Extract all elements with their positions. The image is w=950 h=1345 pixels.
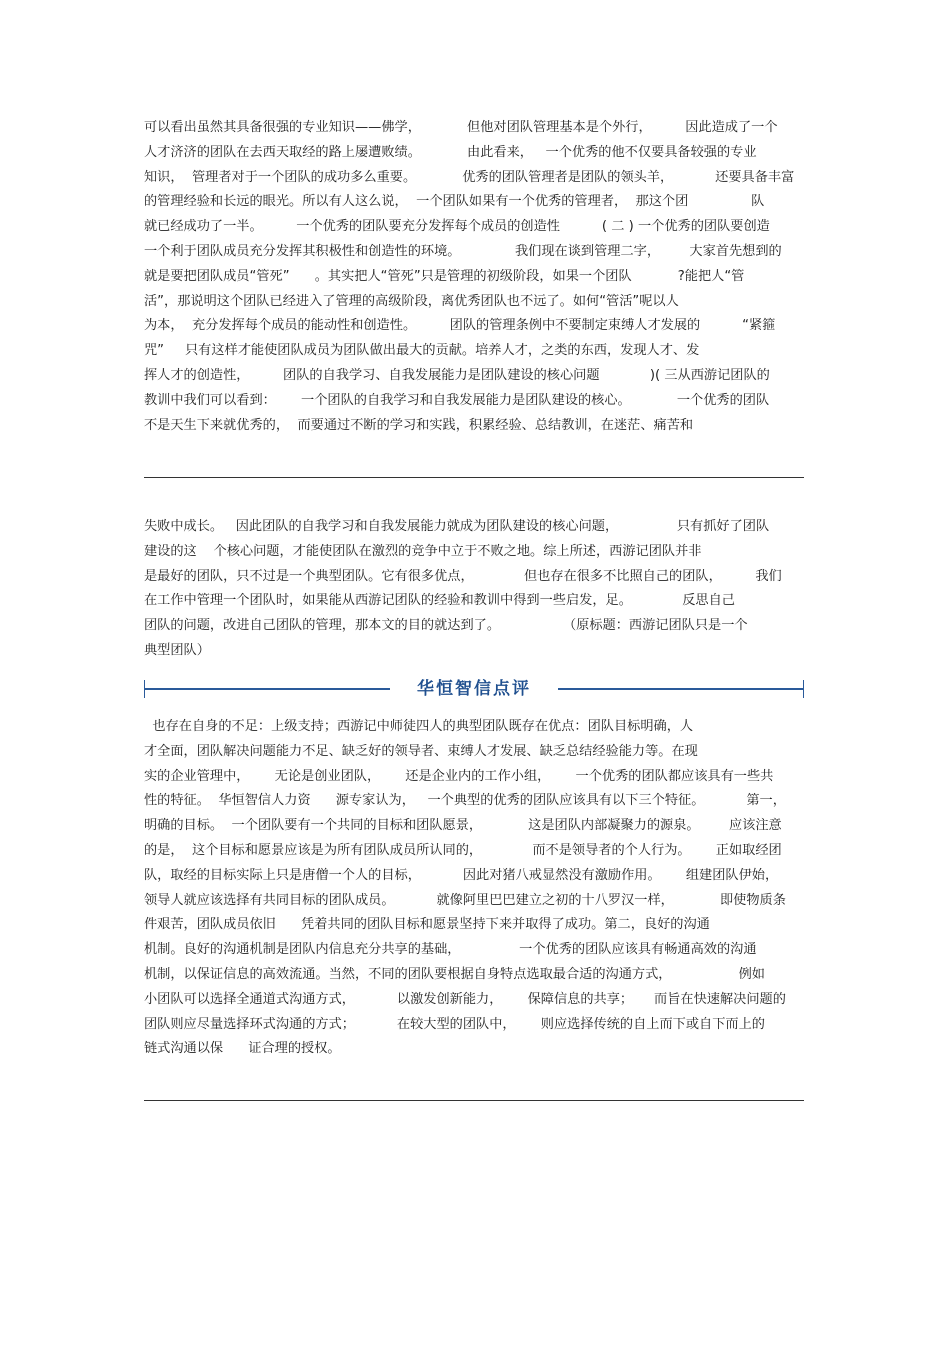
text-line: 典型团队） <box>144 643 210 658</box>
text-line: 实的企业管理中， 无论是创业团队， 还是企业内的工作小组， 一个优秀的团队都应该具有一些共 <box>144 768 774 784</box>
text-line: 活”，那说明这个团队已经进入了管理的高级阶段，离优秀团队也不远了。如何“管活”呢以人 <box>144 293 679 309</box>
text-line: 队，取经的目标实际上只是唐僧一个人的目标， 因此对猪八戒显然没有激励作用。 组建团队伊始， <box>144 867 779 883</box>
text-line: 教训中我们可以看到： 一个团队的自我学习和自我发展能力是团队建设的核心。 一个优秀的团队 <box>144 392 770 408</box>
text-line: 一个利于团队成员充分发挥其积极性和创造性的环境。 我们现在谈到管理二字， 大家首先想到的 <box>144 244 782 259</box>
text-line: 挥人才的创造性， 团队的自我学习、自我发展能力是团队建设的核心问题 )( 三从西游记团队的 <box>144 368 770 383</box>
text-line: 链式沟通以保 证合理的授权。 <box>144 1041 341 1057</box>
text-line: 机制，以保证信息的高效流通。当然，不同的团队要根据自身特点选取最合适的沟通方式， 例如 <box>144 967 765 982</box>
text-line: 知识， 管理者对于一个团队的成功多么重要。 优秀的团队管理者是团队的领头羊， 还要具备丰富 <box>144 169 795 185</box>
text-line: 团队则应尽量选择环式沟通的方式； 在较大型的团队中， 则应选择传统的自上而下或自下而上的 <box>144 1016 765 1032</box>
text-line: 也存在自身的不足：上级支持；西游记中师徒四人的典型团队既存在优点：团队目标明确，人 <box>144 719 694 734</box>
text-line: 人才济济的团队在去西天取经的路上屡遭败绩。 由此看来， 一个优秀的他不仅要具备较强的专业 <box>144 144 757 160</box>
text-line: 就已经成功了一半。 一个优秀的团队要充分发挥每个成员的创造性 ( 二 ) 一个优秀的团队要创造 <box>144 219 770 235</box>
text-line: 领导人就应该选择有共同目标的团队成员。 就像阿里巴巴建立之初的十八罗汉一样， 即使物质条 <box>144 892 786 908</box>
text-line: 机制。良好的沟通机制是团队内信息充分共享的基础， 一个优秀的团队应该具有畅通高效的沟通 <box>144 942 757 958</box>
text-line: 明确的目标。 一个团队要有一个共同的目标和团队愿景， 这是团队内部凝聚力的源泉。 应该注意 <box>144 818 782 834</box>
banner-title: 华恒智信点评 <box>417 679 531 699</box>
text-line: 失败中成长。 因此团队的自我学习和自我发展能力就成为团队建设的核心问题， 只有抓好了团队 <box>144 519 770 534</box>
text-line: 才全面，团队解决问题能力不足、缺乏好的领导者、束缚人才发展、缺乏总结经验能力等。在现 <box>144 743 698 759</box>
text-line: 在工作中管理一个团队时，如果能从西游记团队的经验和教训中得到一些启发，足。 反思自己 <box>144 593 735 609</box>
text-line: 可以看出虽然其具备很强的专业知识——佛学， 但他对团队管理基本是个外行， 因此造成了一个 <box>144 120 778 135</box>
text-line: 为本， 充分发挥每个成员的能动性和创造性。 团队的管理条例中不要制定束缚人才发展的 “紧箍 <box>144 318 776 334</box>
text-line: 小团队可以选择全通道式沟通方式， 以激发创新能力， 保障信息的共享； 而旨在快速解决问题的 <box>144 991 786 1007</box>
text-line: 件艰苦，团队成员依旧 凭着共同的团队目标和愿景坚持下来并取得了成功。第二，良好的沟通 <box>144 917 710 933</box>
text-line: 性的特征。 华恒智信人力资 源专家认为， 一个典型的优秀的团队应该具有以下三个特征。 第一， <box>144 793 786 809</box>
text-line: 咒” 只有这样才能使团队成员为团队做出最大的贡献。培养人才，之类的东西，发现人才、发 <box>144 343 700 359</box>
text-line: 的管理经验和长远的眼光。所以有人这么说， 一个团队如果有一个优秀的管理者， 那这个团 队 <box>144 194 765 210</box>
banner-left-bar <box>144 688 390 690</box>
text-line: 的是， 这个目标和愿景应该是为所有团队成员所认同的， 而不是领导者的个人行为。 正如取经团 <box>144 843 782 858</box>
text-line: 建设的这 个核心问题，才能使团队在激烈的竞争中立于不败之地。综上所述，西游记团队并非 <box>144 543 702 559</box>
divider-line-2 <box>144 1100 804 1101</box>
text-line: 是最好的团队，只不过是一个典型团队。它有很多优点， 但也存在很多不比照自己的团队， 我们 <box>144 568 782 584</box>
commentary-banner <box>144 676 804 702</box>
text-line: 就是要把团队成员“管死” 。其实把人“管死”只是管理的初级阶段，如果一个团队 ?能把人“管 <box>144 268 745 284</box>
banner-right-bar <box>558 688 804 690</box>
text-line: 不是天生下来就优秀的， 而要通过不断的学习和实践，积累经验、总结教训，在迷茫、痛苦和 <box>144 417 694 433</box>
divider-line-1 <box>144 477 804 478</box>
text-line: 团队的问题，改进自己团队的管理，那本文的目的就达到了。 （原标题：西游记团队只是一个 <box>144 618 748 634</box>
banner-right-tick <box>803 680 804 698</box>
